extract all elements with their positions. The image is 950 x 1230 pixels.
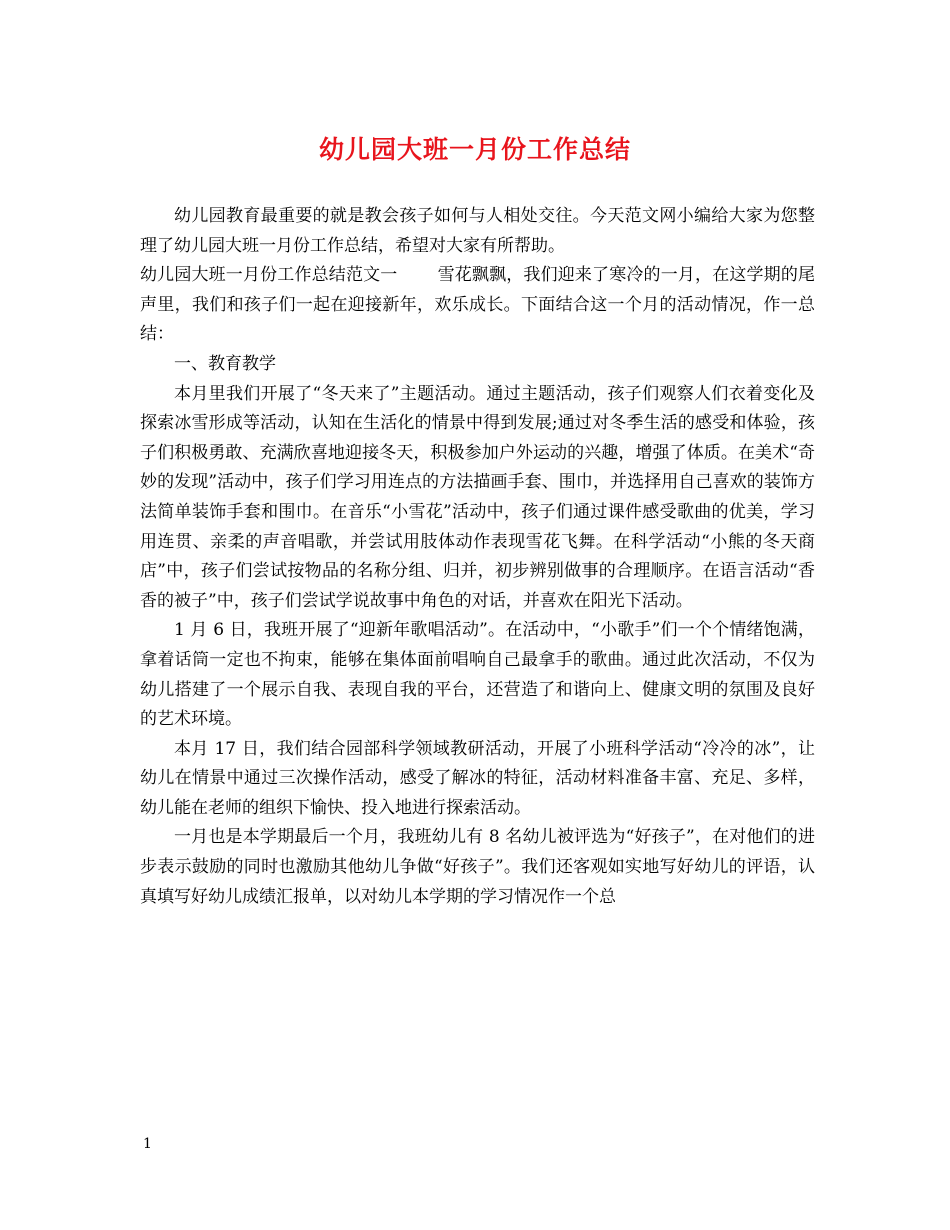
semester-end-paragraph: 一月也是本学期最后一个月，我班幼儿有 8 名幼儿被评选为“好孩子”，在对他们的进步表示鼓励的同时也激励其他幼儿争做“好孩子”。我们还客观如实地写好幼儿的评语，认真填写好幼儿成绩汇报单，以对幼儿本学期的学习情况作一个总 xyxy=(140,827,815,907)
page-number: 1 xyxy=(143,1136,152,1152)
january-6-paragraph: 1 月 6 日，我班开展了“迎新年歌唱活动”。在活动中，“小歌手”们一个个情绪饱满，拿着话筒一定也不拘束，能够在集体面前唱响自己最拿手的歌曲。通过此次活动，不仅为幼儿搭建了一个展示自我、表现自我的平台，还营造了和谐向上、健康文明的氛围及良好的艺术环境。 xyxy=(140,620,815,730)
intro-paragraph: 幼儿园教育最重要的就是教会孩子如何与人相处交往。今天范文网小编给大家为您整理了幼儿园大班一月份工作总结，希望对大家有所帮助。 xyxy=(140,206,815,256)
example-line xyxy=(140,261,815,350)
theme-activity-paragraph: 本月里我们开展了“冬天来了”主题活动。通过主题活动，孩子们观察人们衣着变化及探索冰雪形成等活动，认知在生活化的情景中得到发展;通过对冬季生活的感受和体验，孩子们积极勇敢、充满欣喜地迎接冬天，积极参加户外运动的兴趣，增强了体质。在美术“奇妙的发现”活动中，孩子们学习用连点的方法描画手套、围巾，并选择用自己喜欢的装饰方法简单装饰手套和围巾。在音乐“小雪花”活动中，孩子们通过课件感受歌曲的优美，学习用连贯、亲柔的声音唱歌，并尝试用肢体动作表现雪花飞舞。在科学活动“小熊的冬天商店”中，孩子们尝试按物品的名称分组、归并，初步辨别做事的合理顺序。在语言活动“香香的被子”中，孩子们尝试学说故事中角色的对话，并喜欢在阳光下活动。 xyxy=(140,383,815,611)
january-17-paragraph: 本月 17 日，我们结合园部科学领域教研活动，开展了小班科学活动“冷冷的冰”，让幼儿在情景中通过三次操作活动，感受了解冰的特征，活动材料准备丰富、充足、多样，幼儿能在老师的组织下愉快、投入地进行探索活动。 xyxy=(140,738,815,818)
document-body xyxy=(140,202,815,912)
section-heading-education: 一、教育教学 xyxy=(174,353,276,374)
document-title: 幼儿园大班一月份工作总结 xyxy=(318,135,631,164)
opening-text: 雪花飘飘，我们迎来了寒冷的一月，在这学期的尾声里，我们和孩子们一起在迎接新年，欢乐成长。下面结合这一个月的活动情况，作一总结： xyxy=(140,265,816,345)
example-heading: 幼儿园大班一月份工作总结范文一 xyxy=(140,265,398,286)
